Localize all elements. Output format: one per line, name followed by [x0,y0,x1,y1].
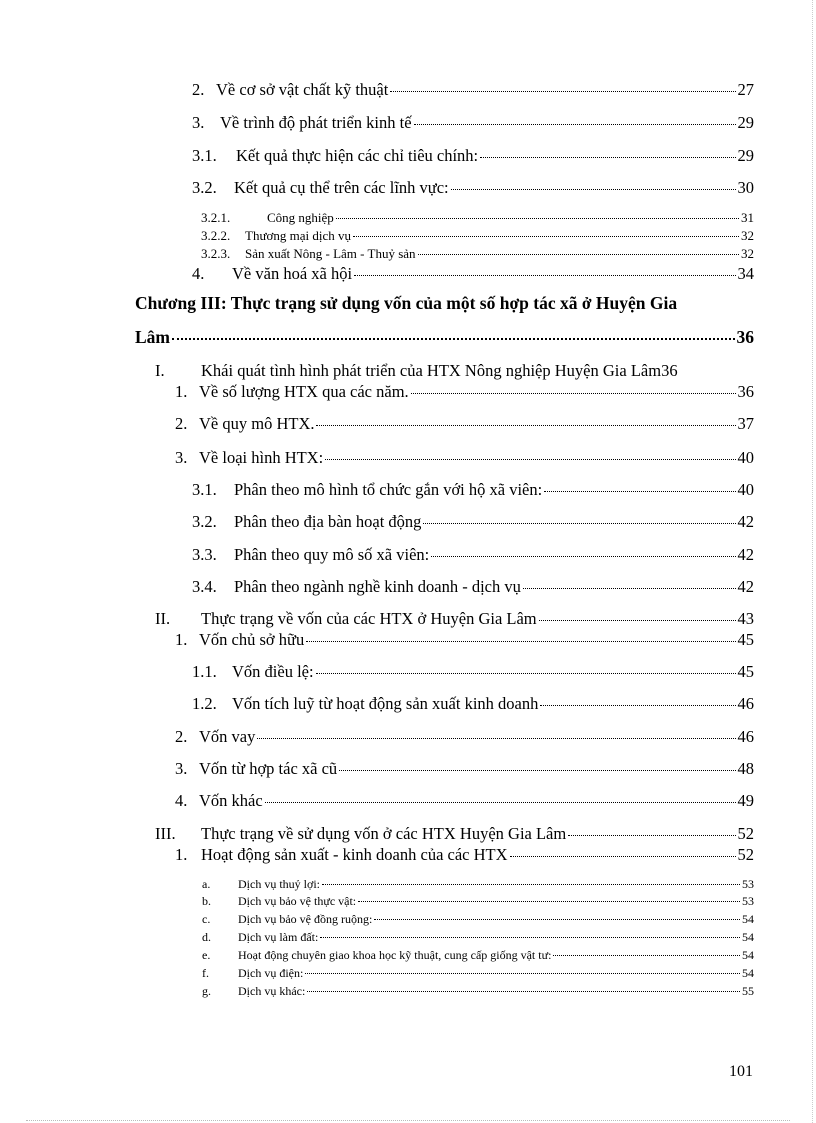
toc-entry-title: Dịch vụ điện: [238,966,304,980]
toc-entry-page: 49 [737,791,754,810]
toc-entry-page: 42 [737,512,754,531]
toc-entry-number: 4. [175,791,188,810]
toc-entry-title: Kết quả cụ thể trên các lĩnh vực: [234,178,449,197]
toc-entry-page: 54 [742,912,754,926]
toc-entry-title: Vốn chủ sở hữu [199,630,305,649]
toc-entry-page: 27 [737,80,754,99]
toc-entry-page: 54 [742,948,754,962]
toc-entry-number: II. [155,609,171,628]
dot-leader [568,835,735,836]
toc-entry[interactable] [192,146,754,166]
toc-entry-page: 53 [742,894,754,908]
toc-entry-page: 53 [742,877,754,891]
dot-leader [544,491,735,492]
dot-leader [423,523,735,524]
toc-entry[interactable] [155,824,754,844]
toc-entry[interactable] [175,448,754,468]
toc-entry-number: 1. [175,630,188,649]
toc-entry-title: Phân theo mô hình tổ chức gắn với hộ xã viên: [234,480,543,499]
toc-entry-page: 43 [737,609,754,628]
dot-leader [172,338,735,340]
toc-entry-number: c. [202,912,211,926]
toc-entry[interactable] [192,80,754,100]
dot-leader [306,641,735,642]
toc-entry-page: 29 [737,146,754,165]
toc-entry-title: Về văn hoá xã hội [232,264,353,283]
toc-entry[interactable] [192,577,754,597]
toc-entry-number: a. [202,877,211,891]
toc-entry[interactable] [175,382,754,402]
toc-entry-page: 52 [737,845,754,864]
page-number: 101 [729,1063,753,1080]
toc-entry-number: 1. [175,845,188,864]
toc-entry-title: Về cơ sở vật chất kỹ thuật [216,80,389,99]
toc-entry-page: 32 [741,228,754,243]
chapter-title-continued: Lâm [135,327,170,347]
toc-entry-title: Thực trạng về vốn của các HTX ở Huyện Gia Lâm [201,609,537,628]
toc-entry-title: Về số lượng HTX qua các năm. [199,382,409,401]
toc-entry[interactable] [155,361,754,381]
toc-entry-page: 42 [737,577,754,596]
toc-entry-number: 3.2. [192,512,217,531]
dot-leader [322,884,740,885]
dot-leader [411,393,736,394]
toc-entry-number: 3.2.3. [201,246,231,261]
toc-entry-number: e. [202,948,211,962]
dot-leader [325,459,735,460]
toc-entry-page: 40 [737,480,754,499]
toc-entry[interactable] [192,662,754,682]
toc-entry-number: 3.1. [192,146,217,165]
toc-entry[interactable] [175,845,754,865]
toc-entry-title: Về trình độ phát triển kinh tế [220,113,412,132]
toc-entry-page: 36 [661,361,678,380]
page-bottom-divider [26,1120,790,1121]
toc-entry[interactable] [192,178,754,198]
dot-leader [431,556,735,557]
toc-entry-number: 2. [175,414,188,433]
dot-leader [390,91,735,92]
dot-leader [374,919,740,920]
toc-entry-title: Dịch vụ khác: [238,984,306,998]
toc-entry-title: Công nghiệp [267,210,334,225]
toc-entry-number: 2. [192,80,205,99]
toc-entry-page: 45 [737,662,754,681]
dot-leader [523,588,736,589]
dot-leader [358,901,740,902]
toc-entry-page: 36 [736,327,754,347]
toc-entry-number: 3.4. [192,577,217,596]
dot-leader [553,955,740,956]
toc-entry-number: 3.2. [192,178,217,197]
dot-leader [339,770,735,771]
toc-entry[interactable] [192,512,754,532]
toc-entry-title: Về quy mô HTX. [199,414,315,433]
toc-entry-title: Vốn từ hợp tác xã cũ [199,759,338,778]
toc-entry[interactable] [201,210,754,226]
toc-entry[interactable] [202,966,754,981]
toc-entry[interactable] [175,759,754,779]
dot-leader [539,620,736,621]
toc-entry-number: I. [155,361,165,380]
toc-entry-number: g. [202,984,211,998]
toc-entry-page: 37 [737,414,754,433]
toc-entry[interactable] [202,930,754,945]
toc-entry[interactable] [192,264,754,284]
toc-entry-title: Thực trạng về sử dụng vốn ở các HTX Huyện Gia Lâm [201,824,567,843]
dot-leader [354,275,735,276]
toc-entry[interactable] [201,246,754,262]
toc-entry-number: 4. [192,264,205,283]
toc-entry-number: 3.1. [192,480,217,499]
toc-entry-title: Vốn khác [199,791,263,810]
toc-entry-title: Dịch vụ làm đất: [238,930,319,944]
toc-entry-page: 55 [742,984,754,998]
toc-entry-title: Dịch vụ bảo vệ đồng ruộng: [238,912,373,926]
dot-leader [510,856,736,857]
toc-entry-number: 3. [192,113,205,132]
toc-entry[interactable] [192,694,754,714]
toc-entry-title: Vốn điều lệ: [232,662,314,681]
toc-entry-number: 1. [175,382,188,401]
toc-entry-title: Phân theo ngành nghề kinh doanh - dịch vụ [234,577,521,596]
toc-entry-title: Khái quát tình hình phát triển của HTX Nông nghiệp Huyện Gia Lâm [201,361,662,380]
toc-entry-number: 3.2.1. [201,210,231,225]
toc-entry-number: 3. [175,448,188,467]
dot-leader [540,705,735,706]
dot-leader [307,991,740,992]
toc-entry-title: Phân theo quy mô số xã viên: [234,545,430,564]
dot-leader [414,124,736,125]
toc-entry-title: Thương mại dịch vụ [245,228,351,243]
toc-entry[interactable] [202,894,754,909]
toc-entry[interactable] [202,948,754,963]
toc-entry[interactable] [202,984,754,999]
toc-entry-number: 3.3. [192,545,217,564]
toc-entry-page: 54 [742,930,754,944]
toc-entry-number: III. [155,824,176,843]
toc-entry-number: b. [202,894,211,908]
toc-entry-title: Sản xuất Nông - Lâm - Thuỷ sản [245,246,416,261]
dot-leader [316,673,736,674]
toc-entry-title: Dịch vụ bảo vệ thực vật: [238,894,357,908]
toc-entry-number: 2. [175,727,188,746]
toc-entry-page: 46 [737,694,754,713]
dot-leader [418,254,739,255]
toc-entry-page: 46 [737,727,754,746]
toc-entry-page: 48 [737,759,754,778]
toc-entry[interactable] [192,545,754,565]
dot-leader [265,802,736,803]
toc-entry-page: 31 [741,210,754,225]
dot-leader [316,425,735,426]
toc-entry[interactable] [175,630,754,650]
toc-entry-title: Hoạt động chuyên giao khoa học kỹ thuật, cung cấp giống vật tư: [238,948,552,962]
toc-entry[interactable] [135,327,754,348]
toc-entry-title: Dịch vụ thuỷ lợi: [238,877,321,891]
dot-leader [336,218,739,219]
toc-entry-number: 1.2. [192,694,217,713]
toc-entry-page: 30 [737,178,754,197]
toc-entry-title: Về loại hình HTX: [199,448,324,467]
toc-entry[interactable] [175,791,754,811]
toc-entry-number: d. [202,930,211,944]
toc-entry-title: Hoạt động sản xuất - kinh doanh của các HTX [201,845,508,864]
chapter-title: Thực trạng sử dụng vốn của một số hợp tác xã ở Huyện Gia [230,293,678,313]
page-right-divider [812,0,813,1123]
toc-entry-page: 52 [737,824,754,843]
toc-entry-title: Vốn tích luỹ từ hoạt động sản xuất kinh doanh [232,694,539,713]
toc-entry-number: f. [202,966,209,980]
toc-entry-title: Vốn vay [199,727,256,746]
toc-entry-page: 40 [737,448,754,467]
dot-leader [451,189,736,190]
toc-entry-page: 42 [737,545,754,564]
toc-entry[interactable] [201,228,754,244]
toc-entry-page: 54 [742,966,754,980]
toc-entry-page: 34 [737,264,754,283]
toc-entry-number: 1.1. [192,662,217,681]
chapter-label: Chương III: [135,293,227,313]
dot-leader [305,973,740,974]
toc-entry[interactable] [202,877,754,892]
dot-leader [353,236,739,237]
toc-entry-title: Kết quả thực hiện các chỉ tiêu chính: [236,146,479,165]
toc-entry[interactable] [175,414,754,434]
toc-entry[interactable] [202,912,754,927]
toc-entry[interactable] [192,113,754,133]
toc-entry[interactable] [192,480,754,500]
dot-leader [480,157,735,158]
toc-entry[interactable] [175,727,754,747]
chapter-heading[interactable] [135,293,677,314]
toc-entry-number: 3. [175,759,188,778]
toc-entry-page: 36 [737,382,754,401]
dot-leader [320,937,740,938]
toc-entry-number: 3.2.2. [201,228,231,243]
toc-entry-page: 29 [737,113,754,132]
toc-entry-page: 45 [737,630,754,649]
toc-entry-title: Phân theo địa bàn hoạt động [234,512,422,531]
toc-entry-page: 32 [741,246,754,261]
dot-leader [257,738,735,739]
toc-entry[interactable] [155,609,754,629]
